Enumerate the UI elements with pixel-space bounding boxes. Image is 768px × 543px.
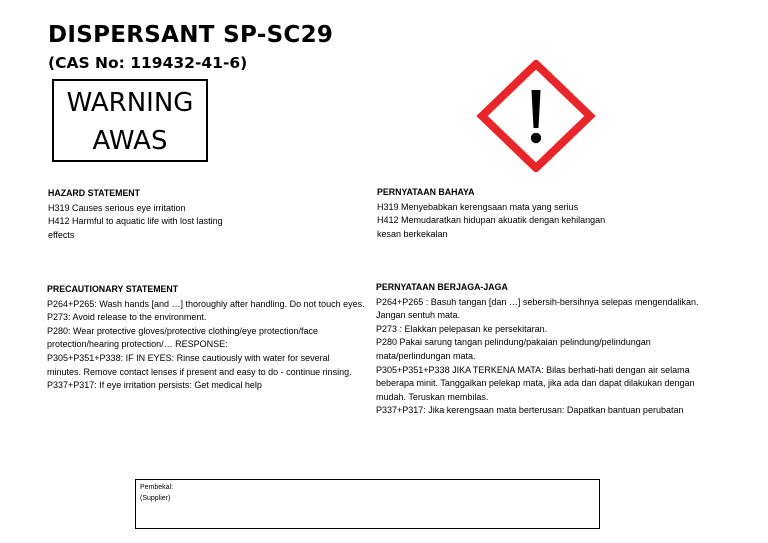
exclamation-mark-diamond-icon (476, 60, 596, 172)
precaution-line: P264+P265 : Basuh tangan [dan …] sebersih-bersihnya selepas mengendalikan. Jangan sentuh mata. (376, 296, 699, 321)
supplier-label-ms: Pembekal: (140, 484, 174, 491)
hazard-statement-ms (377, 186, 607, 241)
precaution-heading-en: PRECAUTIONARY STATEMENT (47, 284, 179, 294)
hazard-line: H412 Memudaratkan hidupan akuatik dengan kehilangan kesan berkekalan (377, 215, 606, 239)
supplier-box (135, 479, 600, 529)
precaution-line: P273: Avoid release to the environment. (47, 312, 207, 323)
hazard-line: H319 Menyebabkan kerengsaan mata yang serius (377, 201, 579, 212)
hazard-statement-en (48, 187, 223, 242)
supplier-label-en: (Supplier) (140, 495, 171, 502)
hazard-line: H412 Harmful to aquatic life with lost lasting effects (48, 216, 223, 240)
precautionary-statement-en (47, 283, 365, 393)
precautionary-statement-ms (376, 281, 706, 418)
signal-word-en: WARNING (66, 88, 194, 118)
product-name: DISPERSANT SP-SC29 (48, 22, 334, 48)
precaution-line: P280 Pakai sarung tangan pelindung/pakaian pelindung/pelindungan mata/perlindungan mata. (376, 337, 651, 361)
precaution-line: P264+P265: Wash hands [and …] thoroughly after handling. Do not touch eyes. (47, 298, 365, 309)
precaution-line: P337+P317: Jika kerengsaan mata berterusan: Dapatkan bantuan perubatan (376, 405, 684, 416)
precaution-line: P305+P351+P338 JIKA TERKENA MATA: Bilas berhati-hati dengan air selama beberapa minit. Tanggalkan pelekap mata, jika ada dan dapat dilakukan dengan mudah. Teruskan membilas. (376, 364, 695, 402)
precaution-line: P337+P317: If eye irritation persists: Get medical help (47, 380, 262, 391)
precaution-line: P280: Wear protective gloves/protective clothing/eye protection/face protection/hearing protection/… RESPONSE: (47, 325, 318, 350)
precaution-heading-ms: PERNYATAAN BERJAGA-JAGA (376, 282, 508, 292)
hazard-heading-ms: PERNYATAAN BAHAYA (377, 187, 475, 197)
hazard-heading-en: HAZARD STATEMENT (48, 188, 141, 198)
signal-word-box (52, 79, 208, 162)
precaution-line: P273 : Elakkan pelepasan ke persekitaran. (376, 323, 548, 334)
hazard-line: H319 Causes serious eye irritation (48, 202, 186, 213)
signal-word-ms: AWAS (92, 126, 168, 156)
cas-number: (CAS No: 119432-41-6) (48, 54, 248, 72)
precaution-line: P305+P351+P338: IF IN EYES: Rinse cautiously with water for several minutes. Remove contact lenses if present and easy to do - continue rinsing. (47, 352, 352, 377)
